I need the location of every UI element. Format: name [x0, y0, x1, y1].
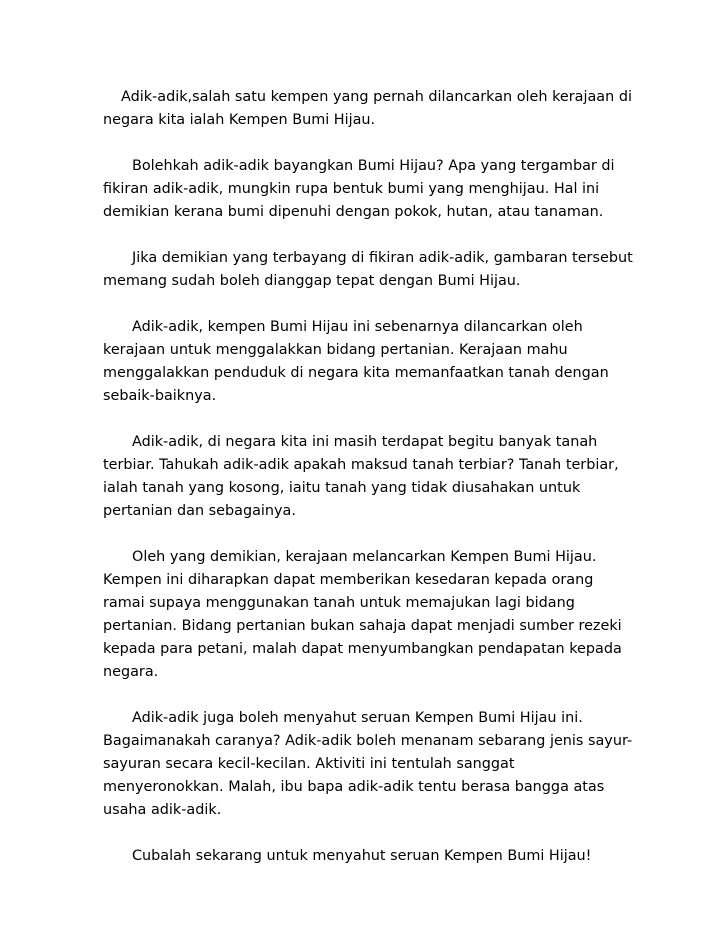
paragraph-1: Adik-adik,salah satu kempen yang pernah dilancarkan oleh kerajaan di negara kita ialah Kempen Bumi Hijau. [103, 89, 632, 128]
paragraph-6: Oleh yang demikian, kerajaan melancarkan Kempen Bumi Hijau. Kempen ini diharapkan dapat memberikan kesedaran kepada orang ramai supaya menggunakan tanah untuk memajukan lagi bidang pertanian. Bidang pertanian bukan sahaja dapat menjadi sumber rezeki kepada para petani, malah dapat menyumbangkan pendapatan kepada negara. [103, 549, 622, 680]
paragraph-3: Jika demikian yang terbayang di fikiran adik-adik, gambaran tersebut memang sudah boleh dianggap tepat dengan Bumi Hijau. [103, 250, 633, 289]
paragraph-8: Cubalah sekarang untuk menyahut seruan Kempen Bumi Hijau! [132, 848, 592, 864]
document-body [103, 86, 633, 891]
paragraph-4: Adik-adik, kempen Bumi Hijau ini sebenarnya dilancarkan oleh kerajaan untuk menggalakkan bidang pertanian. Kerajaan mahu menggalakkan penduduk di negara kita memanfaatkan tanah dengan sebaik-baiknya. [103, 319, 609, 404]
paragraph-2: Bolehkah adik-adik bayangkan Bumi Hijau? Apa yang tergambar di fikiran adik-adik, mungkin rupa bentuk bumi yang menghijau. Hal ini demikian kerana bumi dipenuhi dengan pokok, hutan, atau tanaman. [103, 158, 615, 220]
paragraph-7: Adik-adik juga boleh menyahut seruan Kempen Bumi Hijau ini. Bagaimanakah caranya? Adik-adik boleh menanam sebarang jenis sayur-sayuran secara kecil-kecilan. Aktiviti ini tentulah sanggat menyeronokkan. Malah, ibu bapa adik-adik tentu berasa bangga atas usaha adik-adik. [103, 710, 633, 818]
paragraph-5: Adik-adik, di negara kita ini masih terdapat begitu banyak tanah terbiar. Tahukah adik-adik apakah maksud tanah terbiar? Tanah terbiar, ialah tanah yang kosong, iaitu tanah yang tidak diusahakan untuk pertanian dan sebagainya. [103, 434, 619, 519]
